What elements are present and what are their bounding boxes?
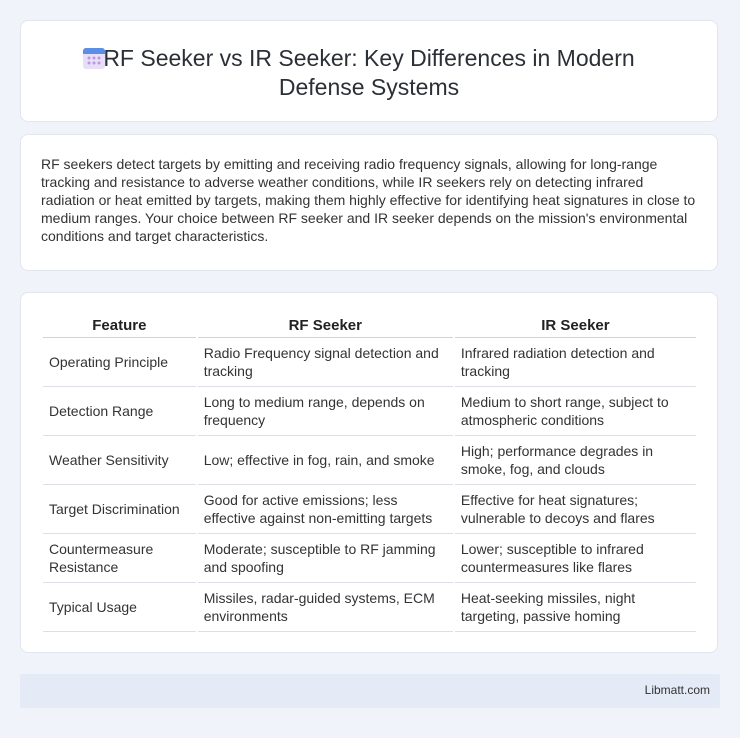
rf-cell: Long to medium range, depends on frequency xyxy=(198,387,453,436)
header-feature: Feature xyxy=(43,315,196,338)
feature-cell: Operating Principle xyxy=(43,338,196,387)
table-row xyxy=(43,338,696,387)
table-header-row xyxy=(43,315,696,338)
table-row xyxy=(43,534,696,583)
footer xyxy=(20,674,720,708)
table-row xyxy=(43,485,696,534)
summary-text: RF seekers detect targets by emitting and receiving radio frequency signals, allowing for long-range tracking and resistance to adverse weather conditions, while IR seekers rely on detecting infrared radiation or heat emitted by targets, making them highly effective for identifying heat signatures in close to medium ranges. Your choice between RF seeker and IR seeker depends on the mission's environmental conditions and target characteristics. xyxy=(41,156,696,244)
ir-cell: Lower; susceptible to infrared countermeasures like flares xyxy=(455,534,696,583)
table-row xyxy=(43,583,696,632)
rf-cell: Good for active emissions; less effective against non-emitting targets xyxy=(198,485,453,534)
page-title-line-1: RF Seeker vs IR Seeker: Key Differences in Modern xyxy=(103,45,635,71)
table-row xyxy=(43,387,696,436)
ir-cell: Medium to short range, subject to atmospheric conditions xyxy=(455,387,696,436)
page-title xyxy=(21,44,717,102)
page-title-line-2: Defense Systems xyxy=(278,74,460,100)
ir-cell: Heat-seeking missiles, night targeting, passive homing xyxy=(455,583,696,632)
rf-cell: Radio Frequency signal detection and tracking xyxy=(198,338,453,387)
rf-cell: Moderate; susceptible to RF jamming and spoofing xyxy=(198,534,453,583)
comparison-table xyxy=(41,315,698,632)
header-ir-seeker: IR Seeker xyxy=(455,315,696,338)
ir-cell: Infrared radiation detection and tracking xyxy=(455,338,696,387)
feature-cell: Weather Sensitivity xyxy=(43,436,196,485)
ir-cell: Effective for heat signatures; vulnerable to decoys and flares xyxy=(455,485,696,534)
feature-cell: Target Discrimination xyxy=(43,485,196,534)
footer-brand-link[interactable]: Libmatt.com xyxy=(644,683,710,697)
summary-card xyxy=(20,134,718,271)
rf-cell: Missiles, radar-guided systems, ECM environments xyxy=(198,583,453,632)
feature-cell: Detection Range xyxy=(43,387,196,436)
feature-cell: Typical Usage xyxy=(43,583,196,632)
feature-cell: Countermeasure Resistance xyxy=(43,534,196,583)
header-rf-seeker: RF Seeker xyxy=(198,315,453,338)
table-row xyxy=(43,436,696,485)
title-card xyxy=(20,20,718,122)
comparison-card xyxy=(20,292,718,653)
ir-cell: High; performance degrades in smoke, fog, and clouds xyxy=(455,436,696,485)
rf-cell: Low; effective in fog, rain, and smoke xyxy=(198,436,453,485)
